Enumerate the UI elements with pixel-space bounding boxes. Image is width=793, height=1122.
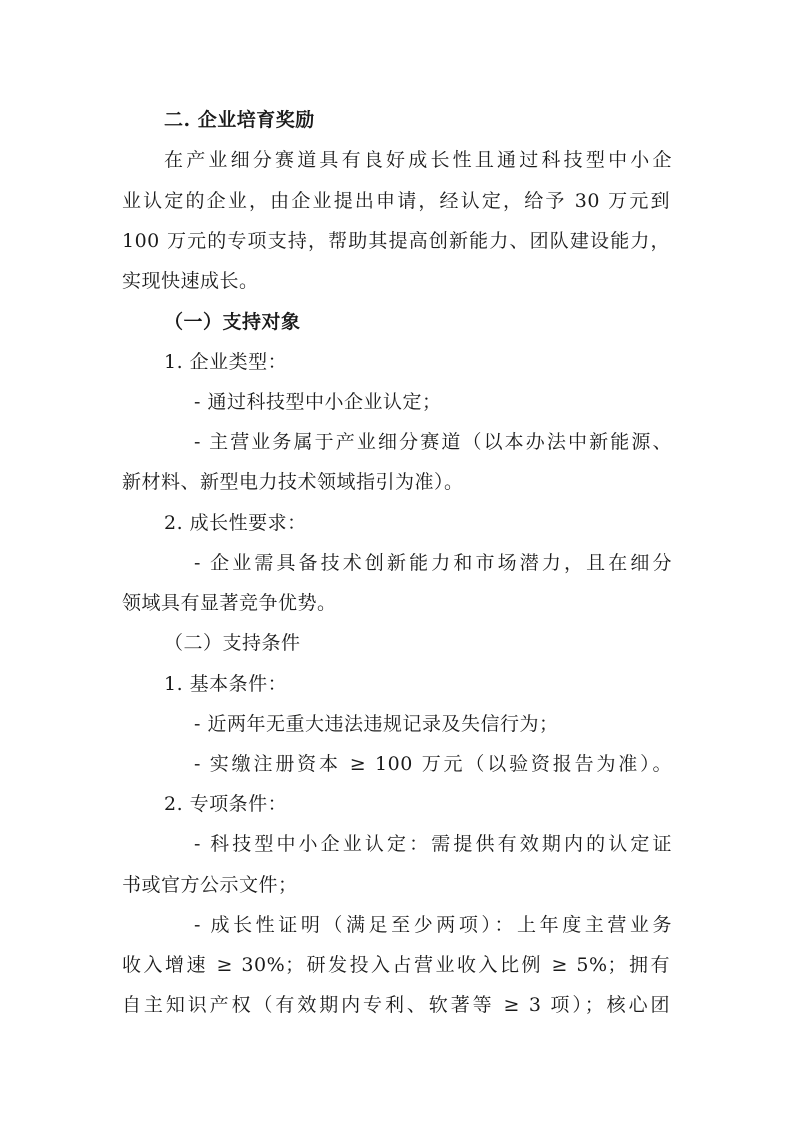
- support-targets-heading: （一）支持对象: [164, 311, 301, 333]
- conditions-item2-label: 2. 专项条件：: [164, 793, 288, 815]
- conditions-item2-bullet1-line2: 书或官方公示文件；: [122, 874, 298, 896]
- conditions-item2-bullet1-line1: - 科技型中小企业认定：需提供有效期内的认定证: [194, 833, 672, 855]
- intro-line-4: 实现快速成长。: [122, 270, 259, 292]
- targets-item2-bullet1-line1: - 企业需具备技术创新能力和市场潜力，且在细分: [194, 552, 672, 574]
- conditions-item1-label: 1. 基本条件：: [164, 673, 288, 695]
- targets-item1-bullet1: - 通过科技型中小企业认定；: [194, 391, 442, 413]
- intro-line-1: 在产业细分赛道具有良好成长性且通过科技型中小企: [164, 149, 672, 171]
- conditions-item1-bullet1: - 近两年无重大违法违规记录及失信行为；: [194, 713, 559, 735]
- targets-item2-bullet1-line2: 领域具有显著竞争优势。: [122, 592, 337, 614]
- targets-item1-label: 1. 企业类型：: [164, 351, 288, 373]
- section-heading: 二. 企业培育奖励: [164, 109, 315, 131]
- support-conditions-heading: （二）支持条件: [164, 632, 301, 654]
- conditions-item2-bullet2-line3: 自主知识产权（有效期内专利、软著等 ≥ 3 项）；核心团: [122, 994, 670, 1016]
- conditions-item2-bullet2-line1: - 成长性证明（满足至少两项）：上年度主营业务: [194, 914, 672, 936]
- targets-item2-label: 2. 成长性要求：: [164, 512, 307, 534]
- conditions-item1-bullet2: - 实缴注册资本 ≥ 100 万元（以验资报告为准）。: [194, 753, 672, 775]
- conditions-item2-bullet2-line2: 收入增速 ≥ 30%；研发投入占营业收入比例 ≥ 5%；拥有: [122, 954, 670, 976]
- intro-line-3: 100 万元的专项支持，帮助其提高创新能力、团队建设能力，: [122, 230, 670, 252]
- targets-item1-bullet2-line2: 新材料、新型电力技术领域指引为准）。: [122, 471, 464, 493]
- intro-line-2: 业认定的企业，由企业提出申请，经认定，给予 30 万元到: [122, 190, 670, 212]
- targets-item1-bullet2-line1: - 主营业务属于产业细分赛道（以本办法中新能源、: [194, 431, 672, 453]
